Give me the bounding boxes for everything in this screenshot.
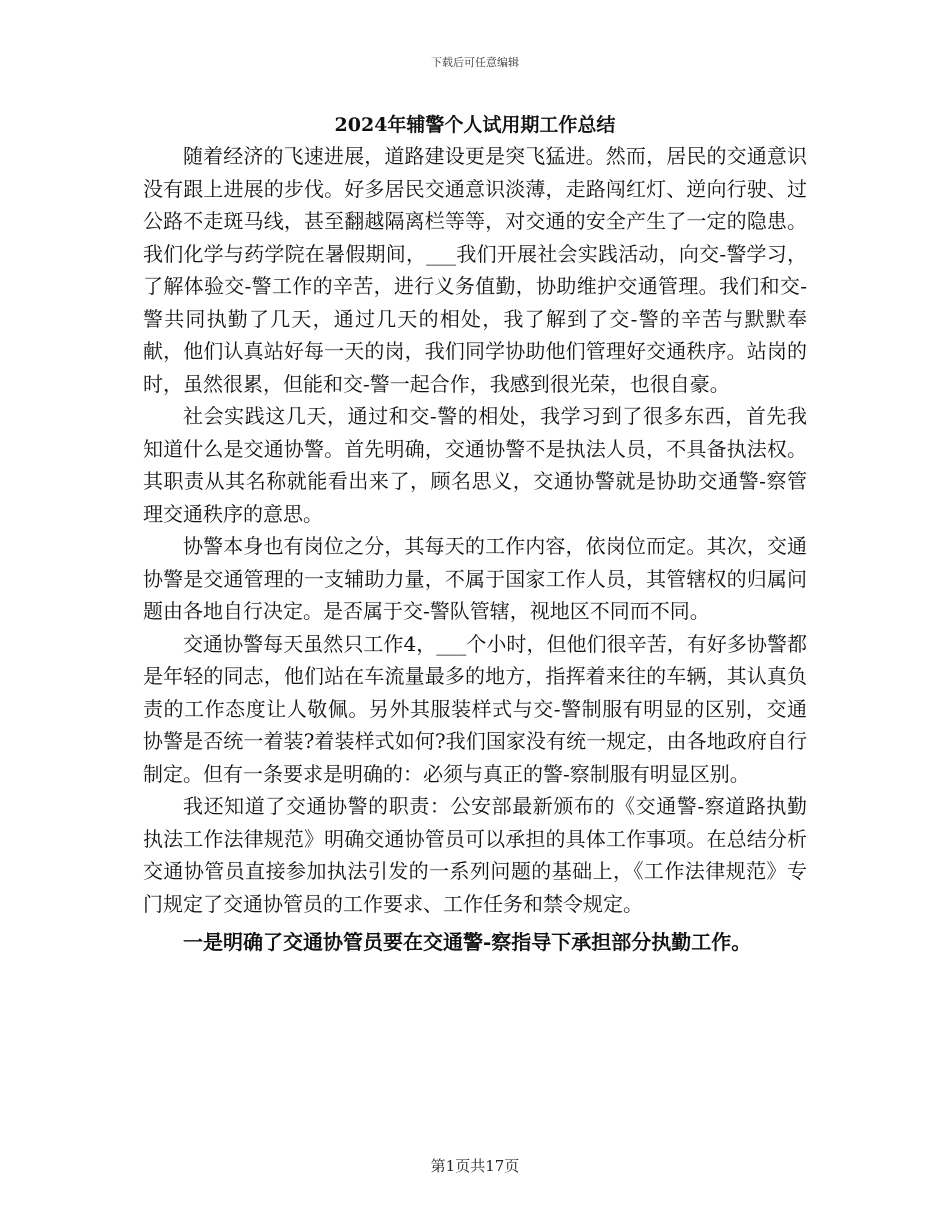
document-body bbox=[143, 140, 807, 959]
paragraph: 社会实践这几天，通过和交-警的相处，我学习到了很多东西，首先我知道什么是交通协警。首先明确，交通协警不是执法人员，不具备执法权。其职责从其名称就能看出来了，顾名思义，交通协警就是协助交通警-察管理交通秩序的意思。 bbox=[143, 404, 807, 526]
header-note: 下载后可任意编辑 bbox=[431, 56, 519, 69]
bold-paragraph: 一是明确了交通协管员要在交通警-察指导下承担部分执勤工作。 bbox=[183, 930, 752, 954]
paragraph: 交通协警每天虽然只工作4，___个小时，但他们很辛苦，有好多协警都是年轻的同志，他们站在车流量最多的地方，指挥着来往的车辆，其认真负责的工作态度让人敬佩。另外其服装样式与交-警制服有明显的区别，交通协警是否统一着装?着装样式如何?我们国家没有统一规定，由各地政府自行制定。但有一条要求是明确的：必须与真正的警-察制服有明显区别。 bbox=[143, 631, 807, 786]
paragraph: 协警本身也有岗位之分，其每天的工作内容，依岗位而定。其次，交通协警是交通管理的一支辅助力量，不属于国家工作人员，其管辖权的归属问题由各地自行决定。是否属于交-警队管辖，视地区不同而不同。 bbox=[143, 534, 807, 623]
page-footer: 第1页共17页 bbox=[430, 1157, 520, 1175]
document-title: 2024年辅警个人试用期工作总结 bbox=[334, 114, 616, 136]
paragraph: 随着经济的飞速进展，道路建设更是突飞猛进。然而，居民的交通意识没有跟上进展的步伐。好多居民交通意识淡薄，走路闯红灯、逆向行驶、过公路不走斑马线，甚至翻越隔离栏等等，对交通的安全产生了一定的隐患。我们化学与药学院在暑假期间，___我们开展社会实践活动，向交-警学习，了解体验交-警工作的辛苦，进行义务值勤，协助维护交通管理。我们和交-警共同执勤了几天，通过几天的相处，我了解到了交-警的辛苦与默默奉献，他们认真站好每一天的岗，我们同学协助他们管理好交通秩序。站岗的时，虽然很累，但能和交-警一起合作，我感到很光荣，也很自豪。 bbox=[143, 144, 807, 396]
paragraph: 我还知道了交通协警的职责：公安部最新颁布的《交通警-察道路执勤执法工作法律规范》明确交通协管员可以承担的具体工作事项。在总结分析交通协管员直接参加执法引发的一系列问题的基础上，《工作法律规范》专门规定了交通协管员的工作要求、工作任务和禁令规定。 bbox=[143, 794, 807, 916]
